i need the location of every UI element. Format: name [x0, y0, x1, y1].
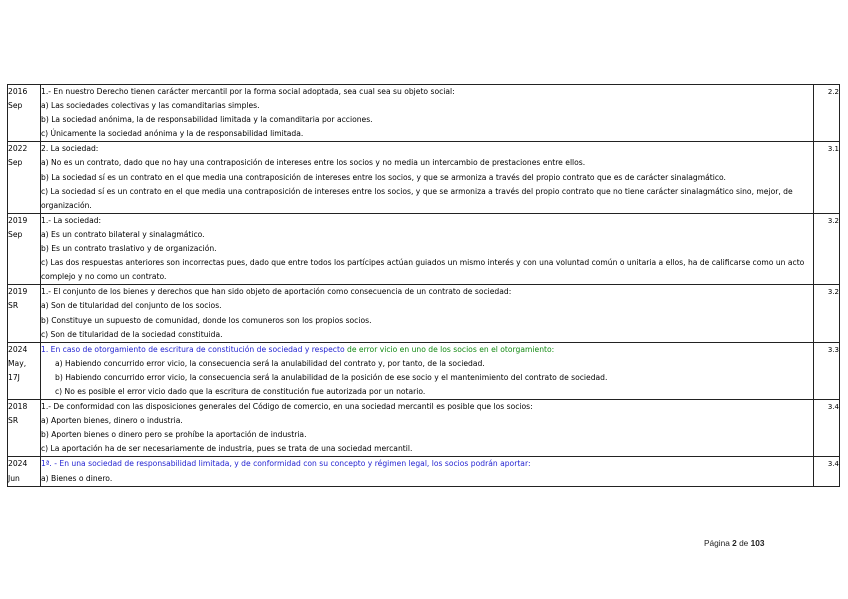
table-row: [8, 457, 840, 486]
exam-session-detail: 17J: [8, 372, 20, 382]
topic-reference: 3.2: [814, 285, 840, 342]
topic-reference: 3.1: [814, 142, 840, 213]
exam-date-cell: [8, 142, 41, 213]
exam-year: 2016: [8, 87, 28, 96]
question-cell: [41, 457, 814, 486]
question-text: 1.- De conformidad con las disposiciones generales del Código de comercio, en una sociedad mercantil es posible que los socios:: [41, 402, 533, 412]
answer-option: b) Aporten bienes o dinero pero se prohíbe la aportación de industria.: [41, 430, 307, 440]
topic-reference: 3.4: [814, 457, 840, 486]
answer-option: c) Únicamente la sociedad anónima y la de responsabilidad limitada.: [41, 129, 304, 139]
question-text: 2. La sociedad:: [41, 144, 99, 154]
answer-option: c) La sociedad sí es un contrato en el que media una contraposición de intereses entre los socios, y que se armoniza a través del propio contrato que no tiene carácter sinalagmático sino, mejor, de organización.: [41, 186, 793, 210]
exam-year: 2024: [8, 344, 28, 354]
exam-year: 2019: [8, 215, 28, 225]
topic-reference: 2.2: [814, 85, 840, 142]
answer-option: b) Habiendo concurrido error vicio, la consecuencia será la anulabilidad de la posición de ese socio y el mantenimiento del contrato de sociedad.: [55, 372, 608, 382]
answer-option: a) Aporten bienes, dinero o industria.: [41, 416, 183, 426]
exam-date-cell: [8, 285, 41, 342]
question-cell: [41, 142, 814, 213]
answer-option: b) La sociedad anónima, la de responsabilidad limitada y la comanditaria por acciones.: [41, 115, 373, 125]
question-cell: [41, 285, 814, 342]
exam-session: Jun: [8, 473, 20, 483]
exam-session: Sep: [8, 158, 23, 168]
table-row: [8, 85, 840, 142]
answer-option: c) La aportación ha de ser necesariamente de industria, pues se trata de una sociedad mercantil.: [41, 444, 413, 454]
question-cell: [41, 342, 814, 399]
answer-option: a) Las sociedades colectivas y las comanditarias simples.: [41, 101, 260, 111]
question-cell: [41, 213, 814, 284]
table-row: [8, 342, 840, 399]
exam-session: May,: [8, 358, 27, 368]
page-footer: [704, 538, 764, 548]
question-text-blue: 1ª. - En una sociedad de responsabilidad limitada, y de conformidad con su concepto y régimen legal, los socios podrán aportar:: [41, 459, 531, 469]
table-row: [8, 285, 840, 342]
answer-option: a) Es un contrato bilateral y sinalagmático.: [41, 229, 205, 239]
question-text: [41, 343, 813, 357]
table-row: [8, 400, 840, 457]
exam-session: Sep: [8, 229, 23, 239]
exam-date-cell: [8, 213, 41, 284]
current-page-number: 2: [732, 538, 737, 548]
exam-date-cell: [8, 400, 41, 457]
answer-option: b) La sociedad sí es un contrato en el que media una contraposición de intereses entre los socios, y que se armoniza a través del propio contrato que es de carácter sinalagmático.: [41, 172, 726, 182]
answer-option: a) Son de titularidad del conjunto de los socios.: [41, 301, 222, 311]
total-pages-number: 103: [750, 538, 765, 548]
question-text: 1.- La sociedad:: [41, 215, 102, 225]
question-text-blue: 1. En caso de otorgamiento de escritura de constitución de sociedad y respecto: [41, 344, 345, 354]
answer-option: c) Son de titularidad de la sociedad constituida.: [41, 329, 223, 339]
answer-option: b) Es un contrato traslativo y de organización.: [41, 244, 217, 254]
exam-session: SR: [8, 301, 19, 311]
answer-option: a) No es un contrato, dado que no hay una contraposición de intereses entre los socios y no media un intercambio de prestaciones entre ellos.: [41, 158, 586, 168]
exam-year: 2022: [8, 144, 28, 154]
table-row: [8, 213, 840, 284]
exam-date-cell: [8, 85, 41, 142]
question-text-green: de error vicio en uno de los socios en el otorgamiento:: [344, 344, 555, 354]
question-cell: [41, 400, 814, 457]
answer-option: a) Bienes o dinero.: [41, 473, 113, 483]
exam-date-cell: [8, 342, 41, 399]
question-text: 1.- En nuestro Derecho tienen carácter mercantil por la forma social adoptada, sea cual sea su objeto social:: [41, 87, 455, 96]
footer-separator: de: [736, 538, 751, 548]
question-text: 1.- El conjunto de los bienes y derechos que han sido objeto de aportación como consecuencia de un contrato de sociedad:: [41, 287, 512, 297]
topic-reference: 3.4: [814, 400, 840, 457]
question-cell: [41, 85, 814, 142]
table-row: [8, 142, 840, 213]
answer-option: c) No es posible el error vicio dado que la escritura de constitución fue autorizada por un notario.: [55, 386, 426, 396]
topic-reference: 3.3: [814, 342, 840, 399]
exam-date-cell: [8, 457, 41, 486]
exam-session: Sep: [8, 101, 23, 111]
topic-reference: 3.2: [814, 213, 840, 284]
exam-year: 2018: [8, 402, 28, 412]
questions-table: [7, 84, 840, 487]
exam-session: SR: [8, 416, 19, 426]
answer-option: a) Habiendo concurrido error vicio, la consecuencia será la anulabilidad del contrato y, por tanto, de la sociedad.: [55, 358, 485, 368]
answer-option: c) Las dos respuestas anteriores son incorrectas pues, dado que entre todos los partícipes actúan guiados un mismo interés y con una voluntad común o unitaria a ellos, ha de calificarse como un acto complejo y no como un contrato.: [41, 258, 805, 282]
exam-year: 2019: [8, 287, 28, 297]
answer-option: b) Constituye un supuesto de comunidad, donde los comuneros son los propios socios.: [41, 315, 372, 325]
footer-prefix: Página: [704, 538, 733, 548]
exam-year: 2024: [8, 459, 28, 469]
